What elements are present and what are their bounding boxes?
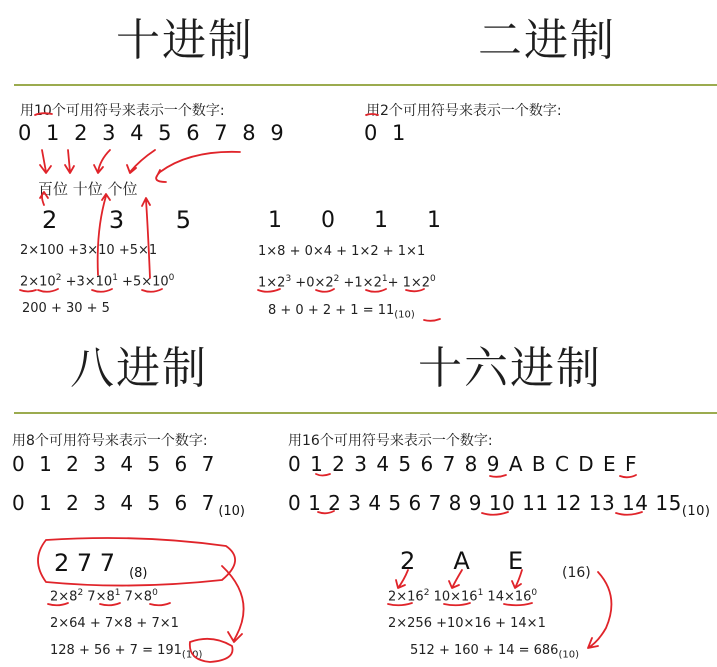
ink-arrow-4 (127, 150, 155, 173)
octal-line1: $2\times 8^2$ $7\times 8^1$ $7\times 8^0$ (50, 588, 158, 605)
hex-line1: $2\times 16^2$ $10\times 16^1$ $14\times 16^0$ (388, 588, 538, 605)
ink-arrow-3 (94, 150, 110, 173)
hex-number: 2 A E (400, 547, 524, 575)
octal-digits: 0 1 2 3 4 5 6 7 (12, 452, 219, 476)
decimal-places: 百位 十位 个位 (38, 180, 138, 198)
divider-top (14, 84, 717, 86)
title-hex: 十六进制 (418, 343, 602, 394)
ink-underline-d1 (20, 290, 36, 292)
hex-line3: $512 + 160 + 14 = 686_{(10)}$ (410, 643, 579, 661)
octal-line2: 2×64 + 7×8 + 7×1 (50, 616, 179, 631)
ink-hex-arrow-big (588, 572, 611, 648)
binary-line3: $8 + 0 + 2 + 1 = 11_{(10)}$ (268, 303, 415, 321)
ink-octal-arrow (222, 566, 244, 642)
decimal-line2: $2\times 10^2 +3\times 10^1 +5\times 10^0$ (20, 273, 175, 290)
decimal-digits: 0 1 2 3 4 5 6 7 8 9 (18, 121, 288, 145)
ink-underline-d2 (38, 289, 58, 292)
octal-line3: $128 + 56 + 7 = 191_{(10)}$ (50, 643, 203, 661)
binary-number: 1 0 1 1 (268, 208, 457, 233)
hex-base-label: (16) (562, 565, 591, 581)
octal-desc: 用8个可用符号来表示一个数字: (12, 433, 208, 449)
hex-digits-decimal: 0 1 2 3 4 5 6 7 8 9 10 11 12 13 14 $15_{(10)}$ (288, 491, 711, 519)
decimal-number: 2 3 5 (42, 206, 214, 234)
binary-desc: 用2个可用符号来表示一个数字: (366, 103, 562, 119)
ink-arrow-2 (65, 150, 74, 173)
ink-underline-d3 (92, 289, 112, 292)
octal-digits-decimal: 0 1 2 3 4 5 6 $7_{(10)}$ (12, 491, 245, 519)
hex-digits: 0 1 2 3 4 5 6 7 8 9 A B C D E F (288, 452, 638, 476)
title-binary: 二进制 (478, 15, 616, 66)
decimal-line1: 2×100 +3×10 +5×1 (20, 243, 158, 258)
ink-underline-b6 (424, 319, 440, 321)
ink-underline-d4 (142, 289, 162, 292)
ink-arrow-1 (40, 150, 51, 173)
binary-digits: 0 1 (364, 121, 410, 145)
hex-desc: 用16个可用符号来表示一个数字: (288, 433, 493, 449)
binary-line2: $1\times 2^3 +0\times 2^2 +1\times 2^1+ 1\times 2^0$ (258, 274, 436, 291)
hex-line2: 2×256 +10×16 + 14×1 (388, 616, 546, 631)
octal-number: 2 7 7 $_{(8)}$ (54, 549, 148, 581)
ink-arrow-big (156, 152, 240, 182)
binary-line1: 1×8 + 0×4 + 1×2 + 1×1 (258, 244, 426, 259)
divider-bottom (14, 412, 717, 414)
decimal-desc: 用10个可用符号来表示一个数字: (20, 103, 225, 119)
decimal-line3: 200 + 30 + 5 (22, 301, 110, 316)
title-decimal: 十进制 (116, 15, 254, 66)
title-octal: 八进制 (70, 343, 208, 394)
